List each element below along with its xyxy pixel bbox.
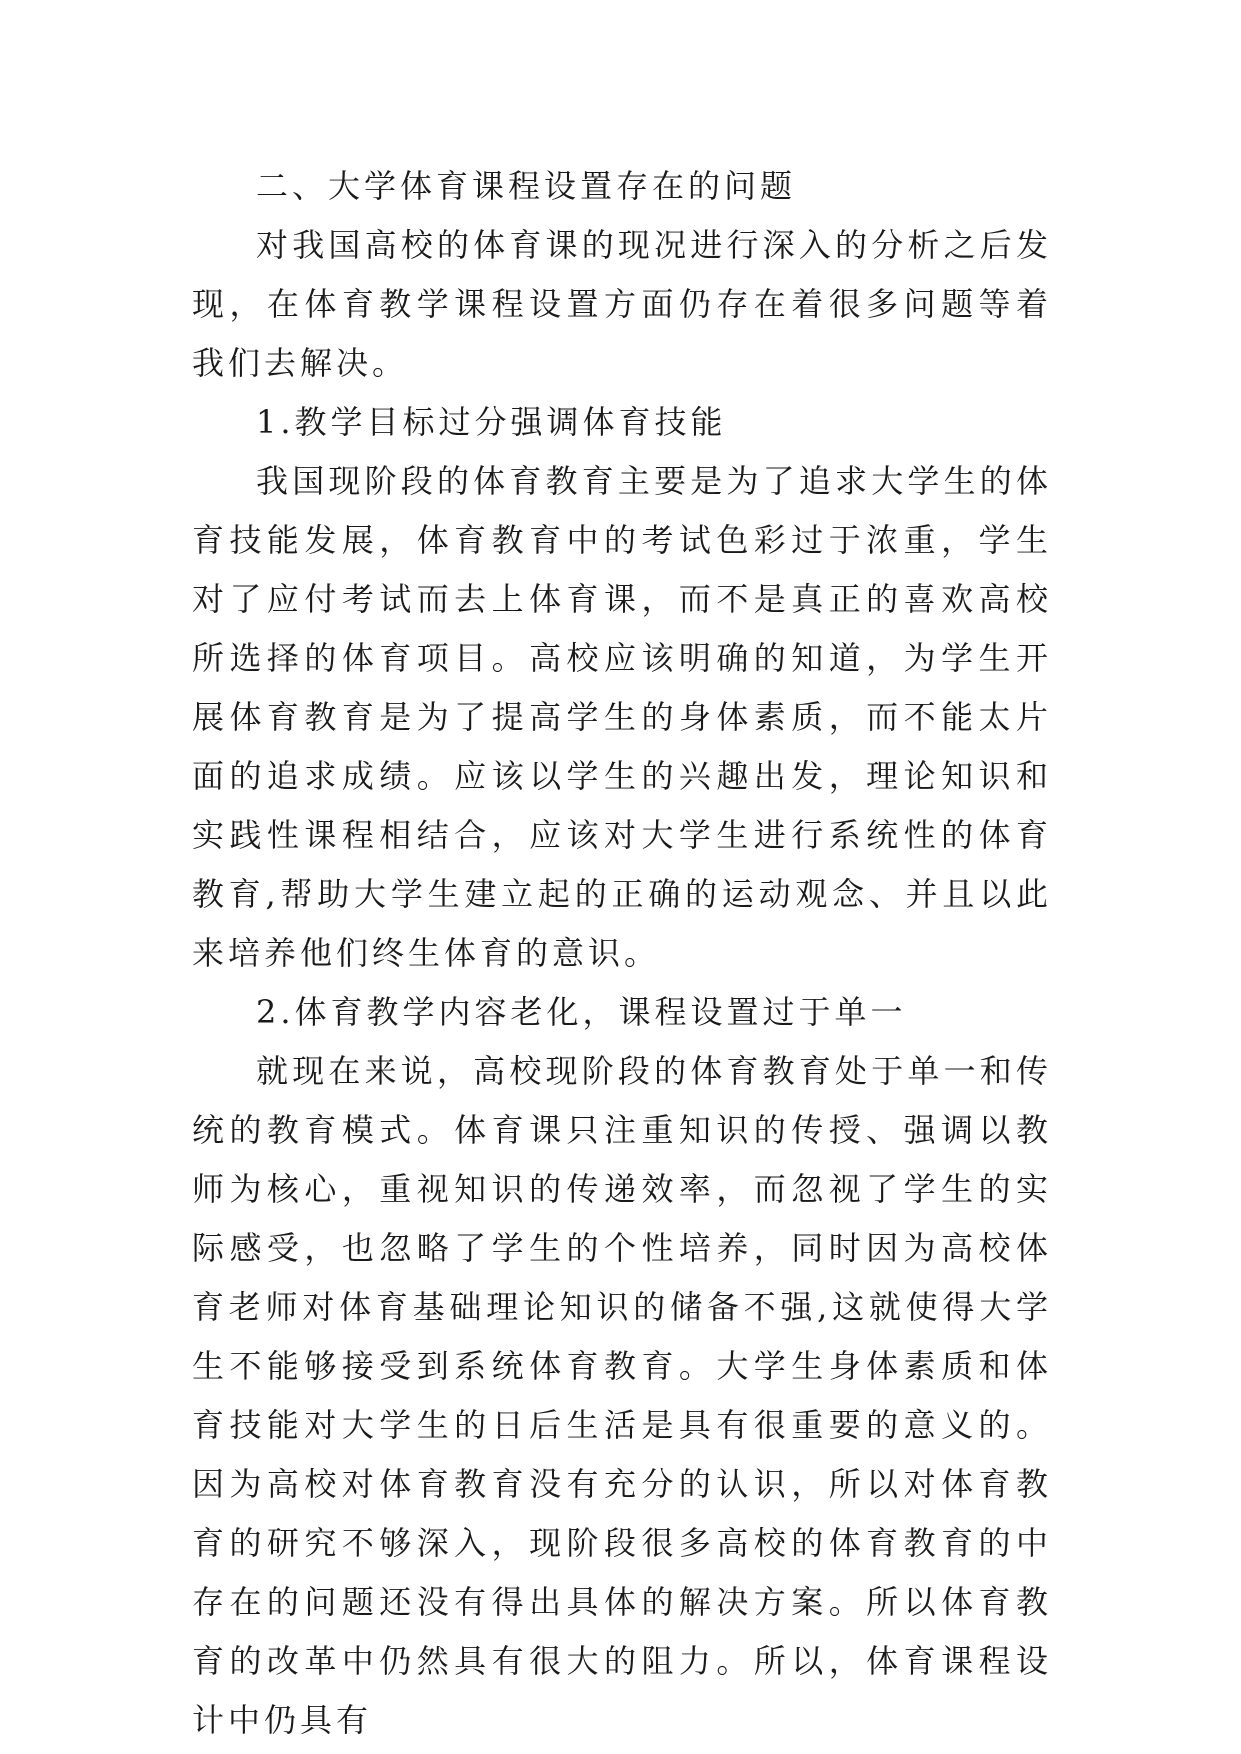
document-body [192,157,1052,1750]
intro-paragraph: 对我国高校的体育课的现况进行深入的分析之后发现，在体育教学课程设置方面仍存在着很多问题等着我们去解决。 [192,226,1052,382]
subsection-body-2: 就现在来说，高校现阶段的体育教育处于单一和传统的教育模式。体育课只注重知识的传授、强调以教师为核心，重视知识的传递效率，而忽视了学生的实际感受，也忽略了学生的个性培养，同时因为高校体育老师对体育基础理论知识的储备不强,这就使得大学生不能够接受到系统体育教育。大学生身体素质和体育技能对大学生的日后生活是具有很重要的意义的。因为高校对体育教育没有充分的认识，所以对体育教育的研究不够深入，现阶段很多高校的体育教育的中存在的问题还没有得出具体的解决方案。所以体育教育的改革中仍然具有很大的阻力。所以，体育课程设计中仍具有 [192,1052,1052,1739]
subsection-heading-1: 1.教学目标过分强调体育技能 [256,403,727,441]
subsection-body-1: 我国现阶段的体育教育主要是为了追求大学生的体育技能发展，体育教育中的考试色彩过于浓重，学生对了应付考试而去上体育课，而不是真正的喜欢高校所选择的体育项目。高校应该明确的知道，为学生开展体育教育是为了提高学生的身体素质，而不能太片面的追求成绩。应该以学生的兴趣出发，理论知识和实践性课程相结合，应该对大学生进行系统性的体育教育,帮助大学生建立起的正确的运动观念、并且以此来培养他们终生体育的意识。 [192,462,1052,972]
subsection-heading-2: 2.体育教学内容老化，课程设置过于单一 [256,993,907,1031]
section-heading: 二、大学体育课程设置存在的问题 [256,167,797,205]
